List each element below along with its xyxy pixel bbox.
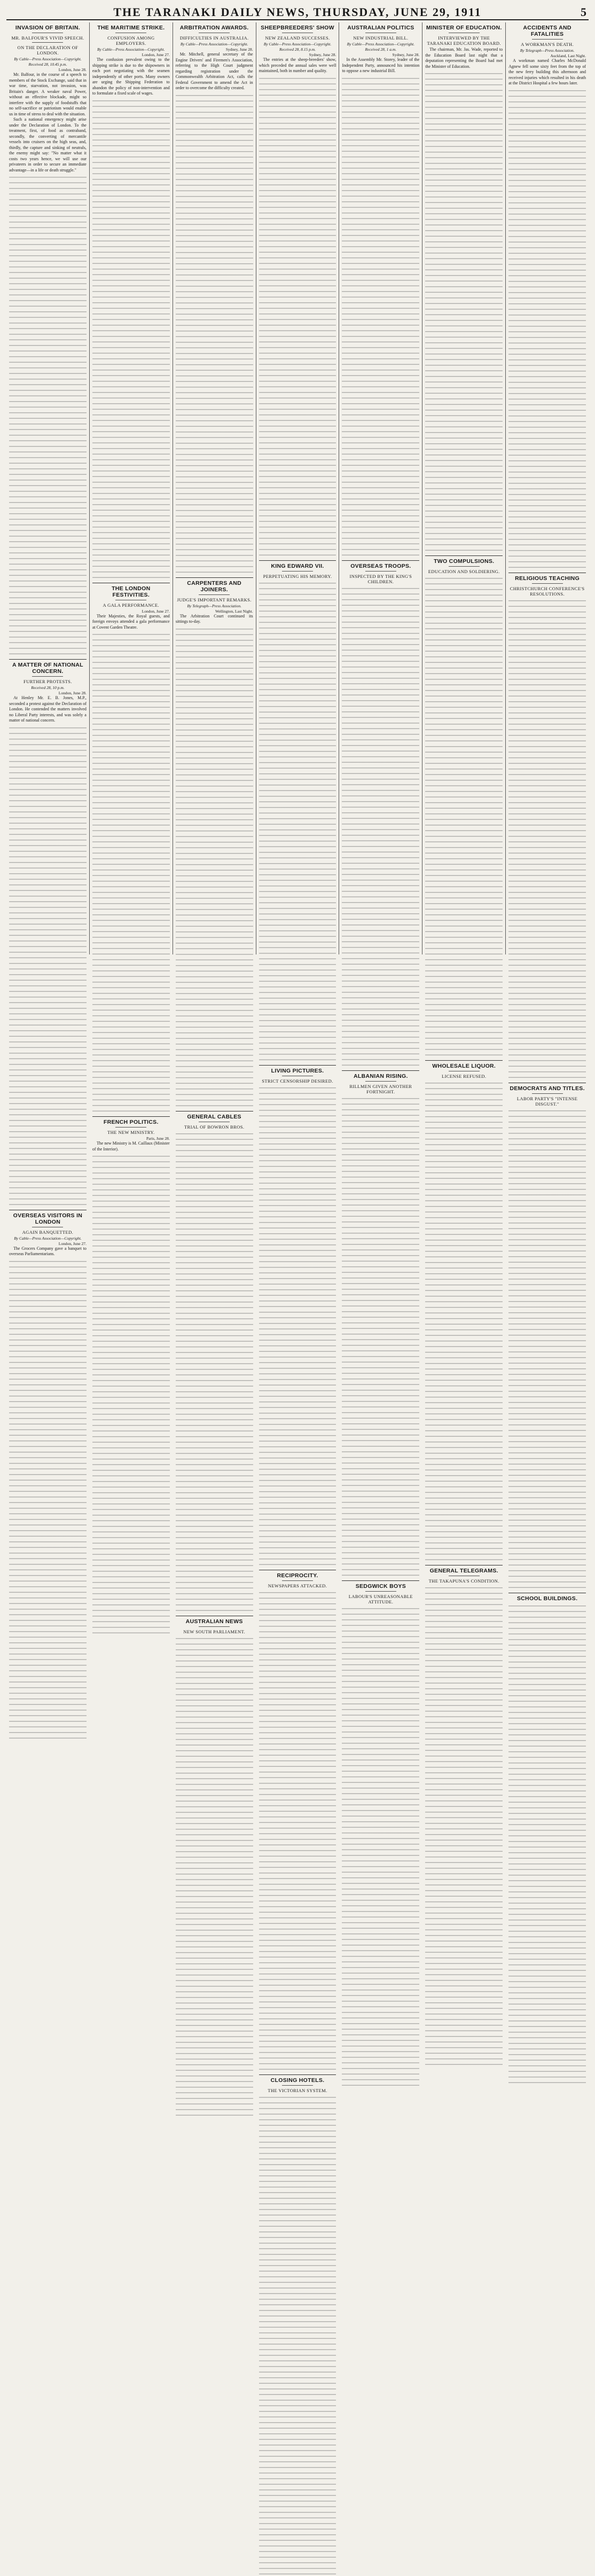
article-headline: WHOLESALE LIQUOR.: [432, 1063, 496, 1069]
article-headline: A MATTER OF NATIONAL CONCERN.: [12, 662, 83, 675]
article-text-block: [425, 1586, 503, 2066]
article: [342, 1070, 419, 1577]
article-paragraph: Mr. Mitchell, general secretary of the Engine Drivers' and Firemen's Association, referring to the High Court judgment regarding registration under the Commonwealth Arbitration Act, calls the Federal Government to amend the Act in order to overcome the difficulty created.: [175, 52, 253, 90]
rule: [199, 1626, 230, 1627]
article-subhead: TRIAL OF BOWRON BROS.: [184, 1124, 245, 1130]
article-headline: GENERAL TELEGRAMS.: [429, 1568, 498, 1574]
article-dateline: By Cable—Press Association—Copyright.: [14, 57, 82, 61]
column-5: [339, 22, 422, 1604]
article-subhead: FURTHER PROTESTS.: [24, 679, 72, 684]
article-dateline: By Cable—Press Association—Copyright.: [14, 1235, 82, 1241]
article-place: Sydney, June 28.: [309, 52, 336, 57]
article-subhead: NEWSPAPERS ATTACKED.: [268, 1583, 327, 1588]
column-6: [422, 22, 506, 1584]
article-subhead: THE VICTORIAN SYSTEM.: [268, 2087, 327, 2093]
rule: [199, 594, 230, 595]
article: [92, 25, 170, 580]
article-place: London, June 28.: [58, 691, 87, 695]
article-headline: RELIGIOUS TEACHING: [515, 575, 580, 582]
column-7: [506, 22, 589, 1602]
article-subhead: STRICT CENSORSHIP DESIRED.: [262, 1078, 333, 1084]
rule: [365, 1591, 396, 1592]
rule: [532, 1093, 563, 1094]
article-text-block: [92, 1154, 170, 1635]
article-subhead: LABOR PARTY'S "INTENSE DISGUST.": [516, 1095, 578, 1107]
article-subhead: NEW INDUSTRIAL BILL.: [353, 35, 409, 41]
article-dateline: By Telegraph—Press Association.: [187, 603, 241, 608]
article-paragraph: The entries at the sheep-breeders' show, which preceded the annual sales were well maintained, both in number and quality.: [259, 57, 336, 73]
article-dateline: By Telegraph—Press Association.: [520, 48, 575, 53]
article-subhead: DIFFICULTIES IN AUSTRALIA.: [179, 35, 249, 41]
article-headline: FRENCH POLITICS.: [103, 1119, 159, 1125]
article: [508, 1593, 586, 2085]
article-headline: CLOSING HOTELS.: [270, 2077, 325, 2084]
article-text-block: [9, 175, 87, 656]
article-headline: AUSTRALIAN POLITICS: [347, 25, 414, 31]
article-dateline: By Cable—Press Association—Copyright.: [263, 42, 332, 46]
article-dateline: By Cable—Press Association—Copyright.: [347, 42, 415, 46]
article-headline: ACCIDENTS AND FATALITIES: [523, 25, 571, 37]
article: [176, 1616, 253, 2117]
article-divider: [342, 560, 419, 561]
article: [92, 1116, 170, 1635]
column-4: [256, 22, 340, 2093]
column-3: [173, 22, 256, 1634]
rule: [365, 1081, 396, 1082]
article-headline: GENERAL CABLES: [187, 1113, 241, 1120]
article-headline: TWO COMPULSIONS.: [434, 558, 495, 565]
article-text-block: [425, 72, 503, 552]
article-paragraph: Mr. Balfour, in the course of a speech to members of the Stock Exchange, said that in war time, starvation, not invasion, was Britain's danger. A weaker naval Power, without an effective blockade, might so interfere with the supply of foodstuffs that no self-sacrifice or patriotism would enable us in time of stress to deal with the situation.: [9, 72, 87, 116]
article-divider: [92, 1116, 170, 1117]
article-headline: ALBANIAN RISING.: [354, 1072, 408, 1079]
rule: [32, 42, 63, 43]
article-headline: OVERSEAS TROOPS.: [350, 562, 411, 569]
article-text-block: [508, 599, 586, 1079]
rule: [532, 583, 563, 584]
article-paragraph: A workman named Charles McDonald Agnew fell some sixty feet from the top of the new ferry building this afternoon and received injuries which resulted in his death at the District Hospital a few hours later.: [508, 58, 586, 85]
article-headline: RECIPROCITY.: [277, 1572, 318, 1579]
article-dateline: By Cable—Press Association—Copyright.: [180, 42, 248, 46]
article-text-block: [342, 1097, 419, 1577]
article-dateline: By Cable—Press Association—Copyright.: [97, 47, 165, 52]
article-paragraph: The new Ministry is M. Caillaux (Minister of the Interior).: [92, 1141, 170, 1152]
article-place: Wellington, Last Night.: [215, 608, 253, 614]
article: [92, 583, 170, 1114]
article-text-block: [342, 586, 419, 1067]
article-text-block: [259, 581, 336, 1062]
article-paragraph: At Henley Mr. E. B. Jones, M.P., seconded a protest against the Declaration of London. He contended the matters involved no Liberal Party interests, and was solely a matter of national concern.: [9, 695, 87, 723]
rule: [532, 39, 563, 40]
article-text-block: [176, 1132, 253, 1612]
article-paragraph: The Grocers Company gave a banquet to overseas Parliamentarians.: [9, 1246, 87, 1256]
article-divider: [342, 1070, 419, 1071]
article: [176, 577, 253, 1108]
article-text-block: [259, 76, 336, 557]
article-divider: [342, 1580, 419, 1581]
article-place: London, June 27.: [58, 1241, 87, 1246]
rule: [115, 1127, 146, 1128]
article-divider: [176, 577, 253, 578]
article-text-block: [92, 99, 170, 580]
article-subhead: A GALA PERFORMANCE.: [103, 602, 160, 608]
article-place: Paris, June 28.: [146, 1136, 170, 1141]
article-text-block: [342, 76, 419, 557]
article-subhead: MR. BALFOUR'S VIVID SPEECH.: [11, 35, 84, 41]
rule: [282, 2085, 313, 2086]
article-headline: SCHOOL BUILDINGS.: [516, 1595, 578, 1602]
article-headline: THE MARITIME STRIKE.: [97, 25, 165, 31]
article-received: Received 28, 10.45 p.m.: [28, 62, 67, 67]
article-divider: [9, 659, 87, 660]
article-place: Auckland, Last Night.: [550, 53, 586, 58]
article-headline: MINISTER OF EDUCATION.: [426, 25, 502, 31]
article: [425, 555, 503, 1057]
rule: [449, 566, 480, 567]
article-subhead: A WORKMAN'S DEATH.: [521, 42, 574, 47]
article-text-block: [9, 726, 87, 1207]
rule: [32, 676, 63, 677]
article: [9, 1210, 87, 1740]
article-subhead: NEW SOUTH PARLIAMENT.: [183, 1628, 245, 1634]
article-place: Sydney, June 28.: [392, 52, 420, 57]
masthead-title: THE TARANAKI DAILY NEWS, THURSDAY, JUNE 29, 1911: [113, 5, 482, 19]
article-place: London, June 28.: [58, 67, 87, 72]
article-headline: CARPENTERS AND JOINERS.: [187, 580, 242, 593]
article: [176, 25, 253, 574]
article-divider: [259, 560, 336, 561]
article-paragraph: Such a national emergency might arise under the Declaration of London. To the treatment, first, of food as contraband, secondly, the converting of mercantile vessels into cruisers on the high seas, and, thirdly, the capture and sinking of neutrals, the enemy might say: "No matter what it costs two years hence, we will use our privateers in order to secure an immediate advantage—in a life or death struggle.": [9, 117, 87, 173]
article: [259, 1065, 336, 1567]
article: [508, 1083, 586, 1590]
article-subhead: INSPECTED BY THE KING'S CHILDREN.: [349, 573, 412, 584]
article-subhead: THE NEW MINISTRY.: [107, 1130, 155, 1135]
article-headline: AUSTRALIAN NEWS: [185, 1618, 243, 1625]
article-subhead: CONFUSION AMONG EMPLOYERS.: [107, 35, 155, 46]
article-subhead: ON THE DECLARATION OF LONDON.: [17, 45, 79, 56]
article-paragraph: The chairman, Mr. Jas. Wade, reported to the Education Board last night that a deputation representing the Board had met the Minister of Education.: [425, 47, 503, 69]
article: [342, 560, 419, 1067]
column-1: [6, 22, 90, 1256]
article-headline: OVERSEAS VISITORS IN LONDON: [13, 1212, 83, 1225]
article-subhead: INTERVIEWED BY THE TARANAKI EDUCATION BOARD.: [427, 35, 501, 46]
article-subhead: CHRISTCHURCH CONFERENCE'S RESOLUTIONS.: [510, 585, 585, 597]
article-divider: [259, 1065, 336, 1066]
article: [342, 25, 419, 557]
article-received: Received 28, 10 p.m.: [31, 685, 65, 690]
article-text-block: [92, 632, 170, 1113]
article-headline: SHEEPBREEDERS' SHOW: [261, 25, 334, 31]
article-text-block: [508, 89, 586, 569]
article-headline: DEMOCRATS AND TITLES.: [510, 1085, 585, 1092]
article: [425, 25, 503, 552]
article-text-block: [342, 1607, 419, 2087]
article-received: Received 28, 1 a.m.: [365, 47, 397, 52]
article-divider: [425, 555, 503, 556]
article-subhead: LICENSE REFUSED.: [442, 1074, 487, 1079]
article-text-block: [176, 1637, 253, 2117]
article-text-block: [508, 1604, 586, 2085]
article-subhead: EDUCATION AND SOLDIERING.: [428, 569, 500, 574]
article-text-block: [259, 1591, 336, 2071]
article-paragraph: The confusion prevalent owing to the shipping strike is due to the shipowners in each port negotiating with the seamen independently of other ports. Many owners are urging the Shipping Federation to abandon the policy of non-intervention and to formulate a fixed scale of wages.: [92, 57, 170, 96]
page-number: 5: [581, 5, 586, 19]
article-divider: [425, 1060, 503, 1061]
article-headline: ARBITRATION AWARDS.: [179, 25, 249, 31]
article-text-block: [9, 1259, 87, 1740]
article-paragraph: The Arbitration Court continued its sittings to-day.: [175, 613, 253, 624]
article-text-block: [176, 627, 253, 1108]
article-headline: INVASION OF BRITAIN.: [15, 25, 80, 31]
article-text-block: [259, 2095, 336, 2576]
article: [342, 1580, 419, 2087]
column-2: [90, 22, 173, 1152]
article-place: London, June 27.: [142, 608, 170, 614]
article-text-block: [259, 1086, 336, 1567]
article: [259, 1570, 336, 2071]
article-subhead: JUDGE'S IMPORTANT REMARKS.: [177, 597, 252, 602]
article-place: Sydney, June 28.: [225, 47, 253, 52]
article: [508, 25, 586, 569]
article-text-block: [508, 1109, 586, 1590]
article-subhead: THE TAKAPUNA'S CONDITION.: [428, 1578, 499, 1584]
article-place: London, June 27.: [142, 52, 170, 57]
article: [176, 1111, 253, 1612]
newspaper-page: [6, 5, 589, 2093]
article-headline: SEDGWICK BOYS: [355, 1583, 406, 1590]
article: [259, 2074, 336, 2576]
article-received: Received 28, 8.15 p.m.: [279, 47, 316, 52]
article-subhead: AGAIN BANQUETTED.: [22, 1229, 74, 1235]
article: [425, 1060, 503, 1562]
article-subhead: PERPETUATING HIS MEMORY.: [263, 573, 332, 579]
article-subhead: RILLMEN GIVEN ANOTHER FORTNIGHT.: [349, 1083, 412, 1094]
article-subhead: NEW ZEALAND SUCCESSES.: [265, 35, 330, 41]
article-text-block: [176, 93, 253, 574]
article-paragraph: In the Assembly Mr. Storey, leader of the Independent Party, announced his intention to oppose a new industrial Bill.: [342, 57, 420, 73]
article: [9, 659, 87, 1207]
article-text-block: [425, 1081, 503, 1562]
article-headline: LIVING PICTURES.: [271, 1067, 324, 1074]
article-text-block: [425, 576, 503, 1057]
article-divider: [259, 2074, 336, 2075]
article: [425, 1565, 503, 2066]
article-subhead: LABOUR'S UNREASONABLE ATTITUDE.: [348, 1593, 413, 1604]
article: [508, 573, 586, 1079]
article: [9, 25, 87, 656]
article-paragraph: Their Majesties, the Royal guests, and foreign envoys attended a gala performance at Covent Garden Theatre.: [92, 613, 170, 630]
article-headline: THE LONDON FESTIVITIES.: [112, 585, 151, 598]
masthead: [6, 5, 589, 20]
article: [259, 25, 336, 557]
rule: [282, 1580, 313, 1581]
article: [259, 560, 336, 1062]
article-headline: KING EDWARD VII.: [271, 562, 324, 569]
columns: [6, 22, 589, 2093]
